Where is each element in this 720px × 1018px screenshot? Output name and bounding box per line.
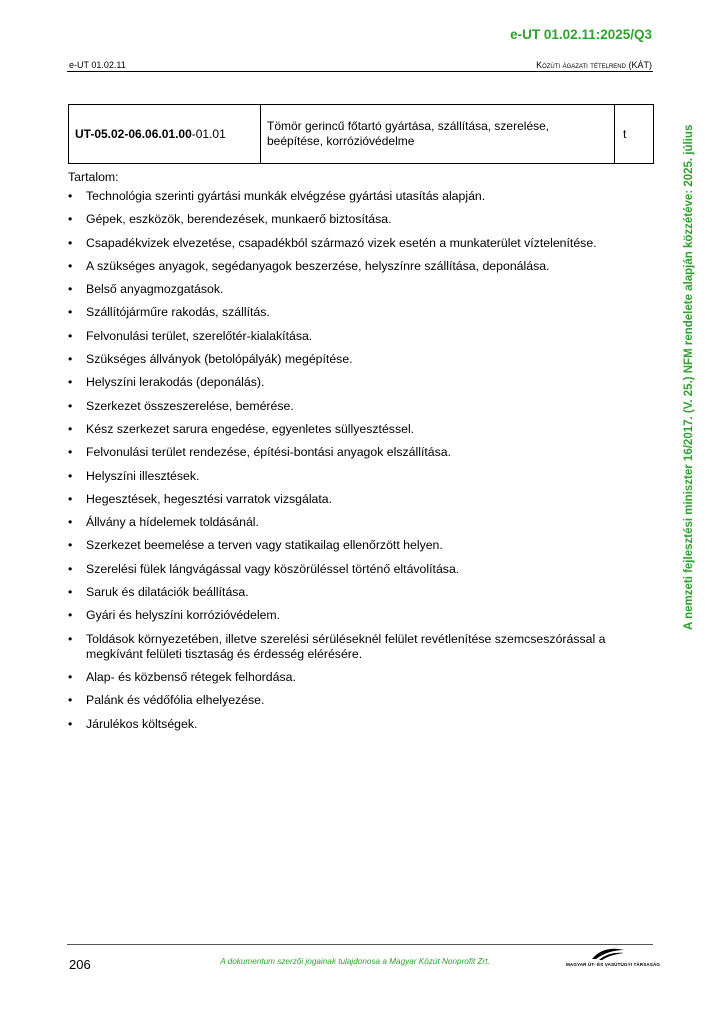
bullet-icon: • (68, 305, 73, 320)
list-item (68, 608, 648, 623)
list-item (68, 282, 648, 297)
list-item-text: Szükséges állványok (betolópályák) megépítése. (86, 352, 353, 367)
bullet-icon: • (68, 585, 73, 600)
contents-label: Tartalom: (68, 170, 119, 184)
header-right-abbr: (KÁT) (628, 60, 652, 70)
list-item (68, 445, 648, 460)
bullet-icon: • (68, 491, 73, 506)
bullet-icon: • (68, 235, 73, 250)
list-item (68, 562, 648, 577)
contents-section (68, 170, 648, 740)
list-item-text: Szerkezet beemelése a terven vagy statikailag ellenőrzött helyen. (86, 538, 443, 553)
contents-list (68, 189, 648, 732)
list-item (68, 375, 648, 390)
list-item-text: Belső anyagmozgatások. (86, 282, 224, 297)
list-item-text: Állvány a hídelemek toldásánál. (86, 515, 259, 530)
bullet-icon: • (68, 258, 73, 273)
bullet-icon: • (68, 421, 73, 436)
header-rule (67, 71, 653, 72)
list-item-text: Felvonulási terület rendezése, építési-bontási anyagok elszállítása. (86, 445, 452, 460)
list-item-text: Szerkezet összeszerelése, bemérése. (86, 398, 294, 413)
list-item-text: Szállítójárműre rakodás, szállítás. (86, 305, 270, 320)
list-item (68, 236, 648, 251)
list-item-text: Kész szerkezet sarura engedése, egyenletes süllyesztéssel. (86, 421, 415, 436)
list-item-text: Technológia szerinti gyártási munkák elvégzése gyártási utasítás alapján. (86, 189, 486, 203)
list-item (68, 212, 648, 227)
bullet-icon: • (68, 716, 73, 731)
item-description: Tömör gerincű főtartó gyártása, szállítása, szerelése, beépítése, korrózióvédelme (261, 105, 615, 164)
bullet-icon: • (68, 398, 73, 413)
list-item (68, 259, 648, 274)
list-item-text: Helyszíni lerakodás (deponálás). (86, 375, 265, 390)
header-right-title: Közúti ágazati tételrend (536, 60, 626, 70)
list-item-text: Gyári és helyszíni korrózióvédelem. (86, 608, 281, 623)
list-item (68, 515, 648, 530)
list-item-text: Saruk és dilatációk beállítása. (86, 585, 249, 600)
list-item (68, 422, 648, 437)
list-item (68, 585, 648, 600)
item-code-suffix: -01.01 (191, 126, 226, 141)
bullet-icon: • (68, 282, 73, 297)
bullet-icon: • (68, 538, 73, 553)
item-table (68, 104, 654, 164)
list-item-text: Szerelési fülek lángvágással vagy köszörüléssel történő eltávolítása. (86, 561, 460, 576)
bullet-icon: • (68, 693, 73, 708)
bullet-icon: • (68, 608, 73, 623)
bullet-icon: • (68, 352, 73, 367)
item-row (69, 105, 654, 164)
list-item (68, 399, 648, 414)
bullet-icon: • (68, 561, 73, 576)
side-publication-note: A nemzeti fejlesztési miniszter 16/2017. (V. 25.) NFM rendelete alapján közzétéve: 2025. július (683, 124, 695, 630)
list-item (68, 469, 648, 484)
list-item (68, 329, 648, 344)
list-item-text: A szükséges anyagok, segédanyagok beszerzése, helyszínre szállítása, deponálása. (86, 258, 550, 273)
bullet-icon: • (68, 375, 73, 390)
list-item (68, 305, 648, 320)
list-item-text: Alap- és közbenső rétegek felhordása. (86, 669, 296, 684)
list-item (68, 352, 648, 367)
list-item (68, 693, 648, 708)
bullet-icon: • (68, 669, 73, 684)
list-item-text: Helyszíni illesztések. (86, 468, 200, 483)
header-right (536, 60, 652, 70)
list-item-text: Csapadékvizek elvezetése, csapadékból származó vizek esetén a munkaterület víztelenítése. (86, 235, 597, 250)
company-logo (566, 947, 661, 971)
document-code: e-UT 01.02.11:2025/Q3 (510, 27, 652, 42)
logo-text: MAGYAR ÚT- ÉS VASÚTÜGYI TÁRSASÁG (566, 962, 661, 967)
item-unit: t (615, 105, 654, 164)
bullet-icon: • (68, 212, 73, 227)
bullet-icon: • (68, 189, 73, 203)
bullet-icon: • (68, 631, 73, 646)
list-item-text: Palánk és védőfólia elhelyezése. (86, 693, 265, 708)
footer-rule (67, 944, 653, 945)
item-code: UT-05.02-06.06.01.00 (75, 126, 192, 141)
list-item (68, 538, 648, 553)
bullet-icon: • (68, 445, 73, 460)
list-item (68, 632, 648, 662)
list-item (68, 189, 648, 204)
item-code-cell (69, 105, 261, 164)
bullet-icon: • (68, 515, 73, 530)
list-item (68, 717, 648, 732)
bullet-icon: • (68, 328, 73, 343)
list-item (68, 670, 648, 685)
list-item-text: Gépek, eszközök, berendezések, munkaerő biztosítása. (86, 212, 392, 227)
copyright-note: A dokumentum szerzői jogainak tulajdonosa a Magyar Közút Nonprofit Zrt. (220, 957, 490, 966)
list-item-text: Járulékos költségek. (86, 716, 198, 731)
list-item (68, 492, 648, 507)
page-number: 206 (69, 957, 91, 972)
header-left: e-UT 01.02.11 (69, 60, 126, 70)
bullet-icon: • (68, 468, 73, 483)
logo-swoosh-icon (590, 947, 626, 961)
list-item-text: Felvonulási terület, szerelőtér-kialakítása. (86, 328, 313, 343)
list-item-text: Toldások környezetében, illetve szerelési sérüléseknél felület revétlenítése szemcseszórással a megkívánt felületi tisztaság és érdesség elérésére. (86, 631, 606, 661)
list-item-text: Hegesztések, hegesztési varratok vizsgálata. (86, 491, 333, 506)
